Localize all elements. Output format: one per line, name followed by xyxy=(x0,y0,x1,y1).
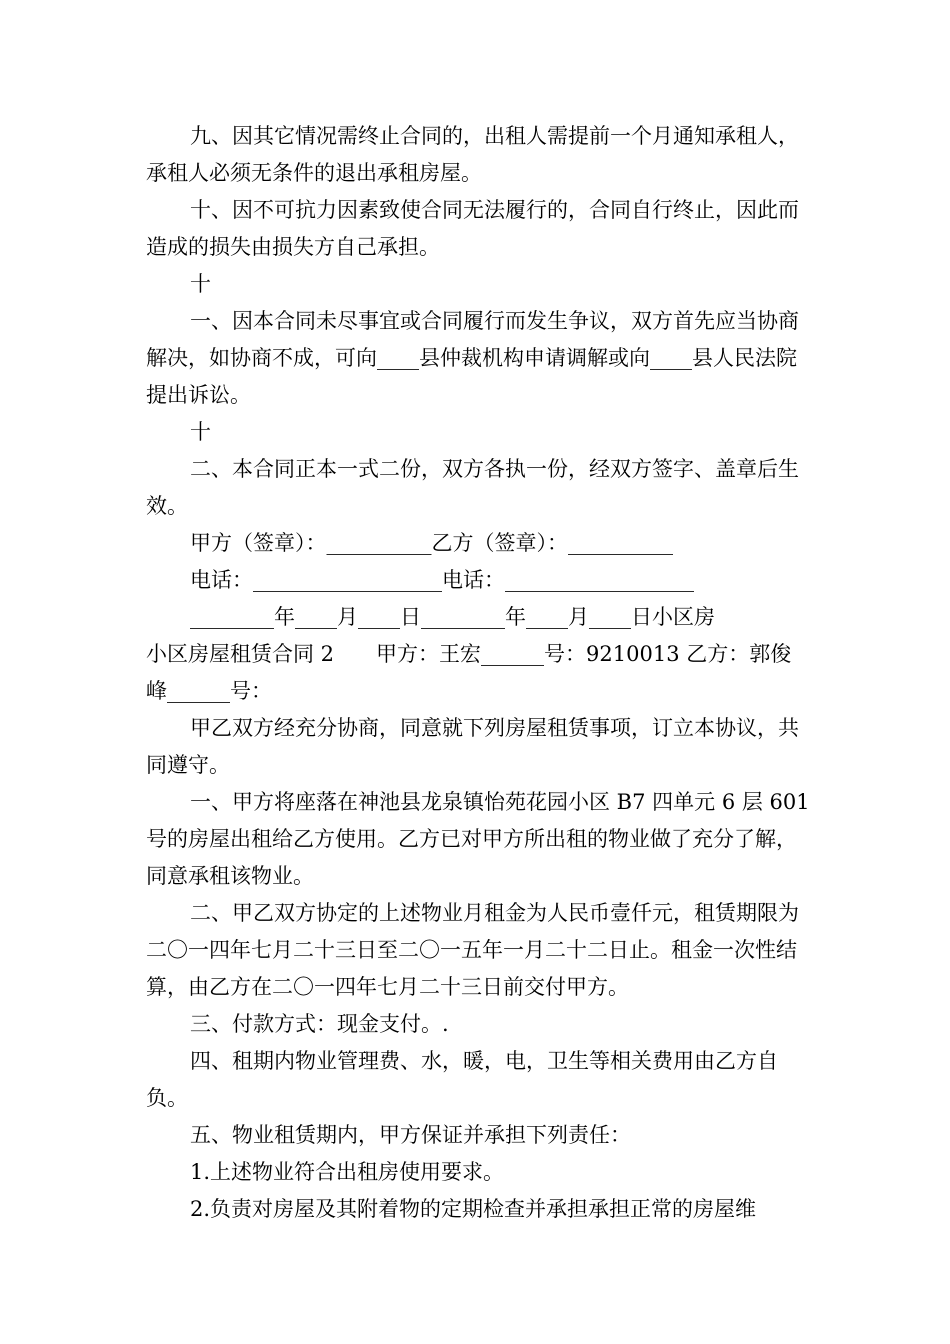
document-body xyxy=(146,118,817,1228)
contract-2-header: 小区房屋租赁合同 2 甲方：王宏______号：9210013 乙方：郭俊峰______号： xyxy=(146,642,792,703)
paragraph-clause-4: 四、租期内物业管理费、水，暖，电，卫生等相关费用由乙方自负。 xyxy=(146,1049,778,1110)
paragraph-clause-3: 三、付款方式：现金支付。. xyxy=(190,1012,449,1036)
paragraph-clause-12-number: 十 xyxy=(190,420,211,444)
paragraph-clause-9: 九、因其它情况需终止合同的，出租人需提前一个月通知承租人，承租人必须无条件的退出承租房屋。 xyxy=(146,124,799,185)
paragraph-clause-5: 五、物业租赁期内，甲方保证并承担下列责任： xyxy=(190,1123,631,1147)
date-line: ________年____月____日________年____月____日小区房 xyxy=(190,605,715,629)
paragraph-clause-12: 二、本合同正本一式二份，双方各执一份，经双方签字、盖章后生效。 xyxy=(146,457,799,518)
paragraph-clause-11: 一、因本合同未尽事宜或合同履行而发生争议，双方首先应当协商解决，如协商不成，可向____县仲裁机构申请调解或向____县人民法院提出诉讼。 xyxy=(146,309,799,407)
signature-line: 甲方（签章）：__________乙方（签章）：__________ xyxy=(190,531,673,555)
paragraph-item-1: 1.上述物业符合出租房使用要求。 xyxy=(190,1160,505,1184)
phone-line: 电话：__________________电话：__________________ xyxy=(190,568,694,592)
paragraph-clause-11-number: 十 xyxy=(190,272,211,296)
paragraph-preamble: 甲乙双方经充分协商，同意就下列房屋租赁事项，订立本协议，共同遵守。 xyxy=(146,716,799,777)
paragraph-item-2: 2.负责对房屋及其附着物的定期检查并承担承担正常的房屋维 xyxy=(190,1197,757,1221)
paragraph-clause-1: 一、甲方将座落在神池县龙泉镇怡苑花园小区 B7 四单元 6 层 601 号的房屋出租给乙方使用。乙方已对甲方所出租的物业做了充分了解，同意承租该物业。 xyxy=(146,790,817,888)
paragraph-clause-10: 十、因不可抗力因素致使合同无法履行的，合同自行终止，因此而造成的损失由损失方自己承担。 xyxy=(146,198,799,259)
paragraph-clause-2: 二、甲乙双方协定的上述物业月租金为人民币壹仟元，租赁期限为二〇一四年七月二十三日至二〇一五年一月二十二日止。租金一次性结算，由乙方在二〇一四年七月二十三日前交付甲方。 xyxy=(146,901,799,999)
